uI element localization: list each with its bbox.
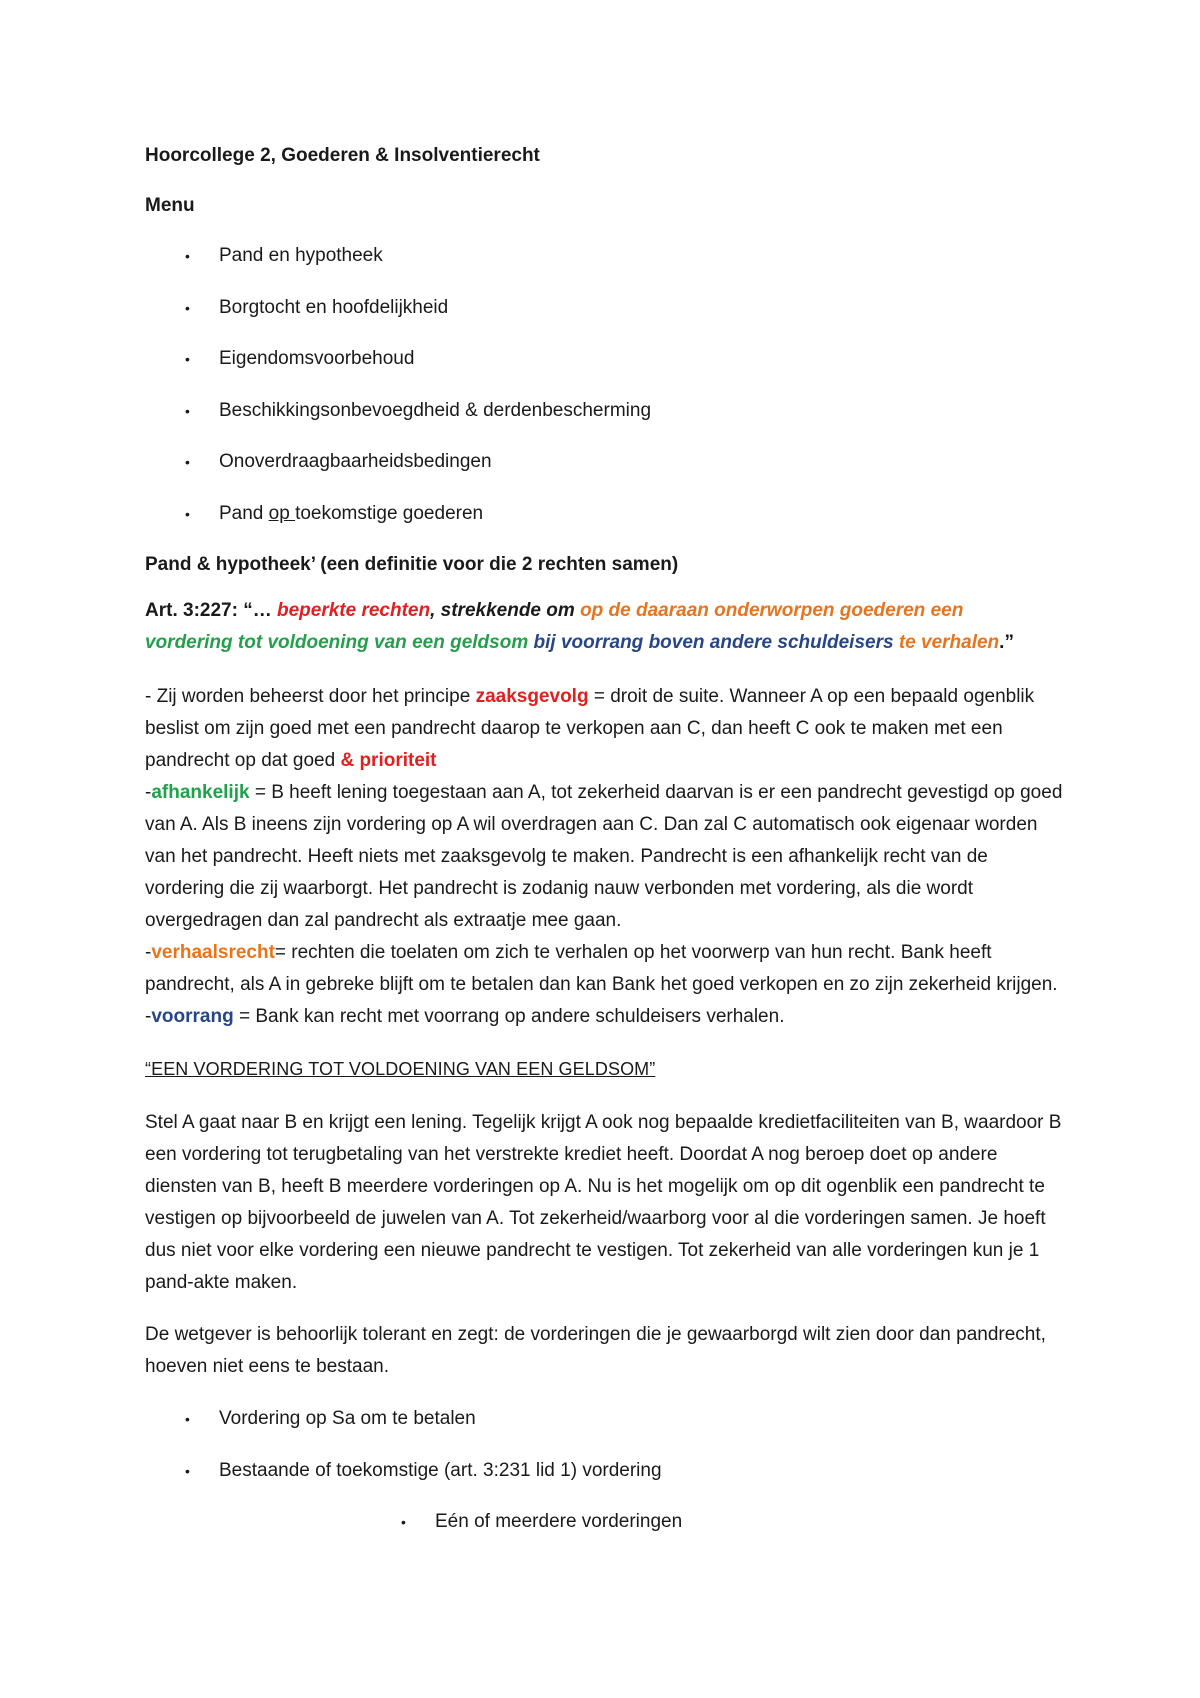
paragraph [145,937,1065,1001]
text: - Zij worden beheerst door het principe [145,686,476,707]
list-item [145,292,1065,324]
quote-part: bij voorrang boven andere schuldeisers [528,632,894,653]
bullet-icon: • [185,248,190,264]
quote-part: vordering tot voldoening van een geldsom [145,632,529,653]
section-heading-caps: “EEN VORDERING TOT VOLDOENING VAN EEN GELDSOM” [145,1059,656,1079]
text: = droit de suite. Wanneer A op een bepaald ogenblik beslist om zijn goed met een pandrecht daarop te verkopen aan C, dan heeft C ook te maken met een pandrecht op dat goed [145,686,1035,771]
list-item-label: Eén of meerdere vorderingen [435,1511,683,1532]
section-heading: Pand & hypotheek’ (een definitie voor die 2 rechten samen) [145,554,679,575]
keyword: verhaalsrecht [151,942,275,963]
list-item-label [219,503,483,524]
quote-part: .” [999,632,1014,653]
list-item-label: Eigendomsvoorbehoud [219,348,415,369]
menu-list [145,240,1065,530]
paragraph: De wetgever is behoorlijk tolerant en zegt: de vorderingen die je gewaarborgd wilt zien door dan pandrecht, hoeven niet eens te bestaan. [145,1324,1046,1377]
article-ref: Art. 3:227: “… [145,600,277,621]
document-page [145,140,1065,1558]
document-title: Hoorcollege 2, Goederen & Insolventierecht [145,145,540,166]
menu-heading: Menu [145,195,195,216]
list-item-label: Bestaande of toekomstige (art. 3:231 lid 1) vordering [219,1459,662,1481]
text: - [145,942,152,963]
paragraph [145,1001,1065,1033]
text: - [145,1006,152,1027]
keyword: afhankelijk [151,782,250,803]
quote-part: op de daaraan onderworpen goederen een [580,600,964,621]
bullet-icon: • [185,505,190,522]
list-item-label: Borgtocht en hoofdelijkheid [219,296,449,318]
bullet-icon: • [185,299,190,316]
label-underlined: op [268,502,296,524]
list-item [145,343,1065,375]
paragraph [145,681,1065,777]
list-item [145,1506,1065,1538]
explanation-block [145,681,1065,1033]
label-part: toekomstige goederen [295,502,484,524]
quote-part: beperkte rechten [276,600,431,621]
bullet-icon: • [185,454,190,470]
text: = B heeft lening toegestaan aan A, tot zekerheid daarvan is er een pandrecht gevestigd op goed van A. Als B ineens zijn vordering op A wil overdragen aan C. Dan zal C automatisch ook eigenaar worden van het pandrecht. Heeft niets met zaaksgevolg te maken. Pandrecht is een afhankelijk recht van de vordering die zij waarborgt. Het pandrecht is zodanig nauw verbonden met vordering, als die wordt overgedragen dan zal pandrecht als extraatje mee gaan. [145,782,1063,931]
keyword: voorrang [151,1006,234,1027]
bullet-icon: • [185,1411,190,1427]
paragraph: Stel A gaat naar B en krijgt een lening. Tegelijk krijgt A ook nog bepaalde kredietfaciliteiten van B, waardoor B een vordering tot terugbetaling van het verstrekte krediet heeft. Doordat A nog beroep doet op andere diensten van B, heeft B meerdere vorderingen op A. Nu is het mogelijk om op dit ogenblik een pandrecht te vestigen op bijvoorbeeld de juwelen van A. Tot zekerheid/waarborg voor al die vorderingen samen. Je hoeft dus niet voor elke vordering een nieuwe pandrecht te vestigen. Tot zekerheid van alle vorderingen kun je 1 pand-akte maken. [145,1112,1062,1293]
list-item-label: Beschikkingsonbevoegdheid & derdenbescherming [219,399,652,421]
vordering-list [145,1403,1065,1538]
text: = Bank kan recht met voorrang op andere schuldeisers verhalen. [233,1006,785,1027]
list-item-label: Vordering op Sa om te betalen [219,1408,476,1429]
list-item [145,240,1065,272]
text: = rechten die toelaten om zich te verhalen op het voorwerp van hun recht. Bank heeft pandrecht, als A in gebreke blijft om te betalen dan kan Bank het goed verkopen en zo zijn zekerheid krijgen. [145,942,1058,995]
quote-part: , strekkende om [430,600,581,621]
bullet-icon: • [185,351,190,367]
list-item [145,1403,1065,1435]
list-item-label: Pand en hypotheek [219,245,383,266]
label-part: Pand [219,502,269,524]
bullet-icon: • [401,1514,406,1530]
bullet-icon: • [185,1462,190,1479]
list-item [145,1455,1065,1487]
quote-part: te verhalen [893,632,1000,653]
article-quote [145,595,1065,659]
text: - [145,782,152,803]
paragraph [145,777,1065,937]
list-item [145,446,1065,478]
list-item [145,498,1065,530]
list-item [145,395,1065,427]
list-item-label: Onoverdraagbaarheidsbedingen [219,451,492,472]
keyword: & prioriteit [340,750,437,771]
bullet-icon: • [185,402,190,419]
keyword: zaaksgevolg [475,686,589,707]
